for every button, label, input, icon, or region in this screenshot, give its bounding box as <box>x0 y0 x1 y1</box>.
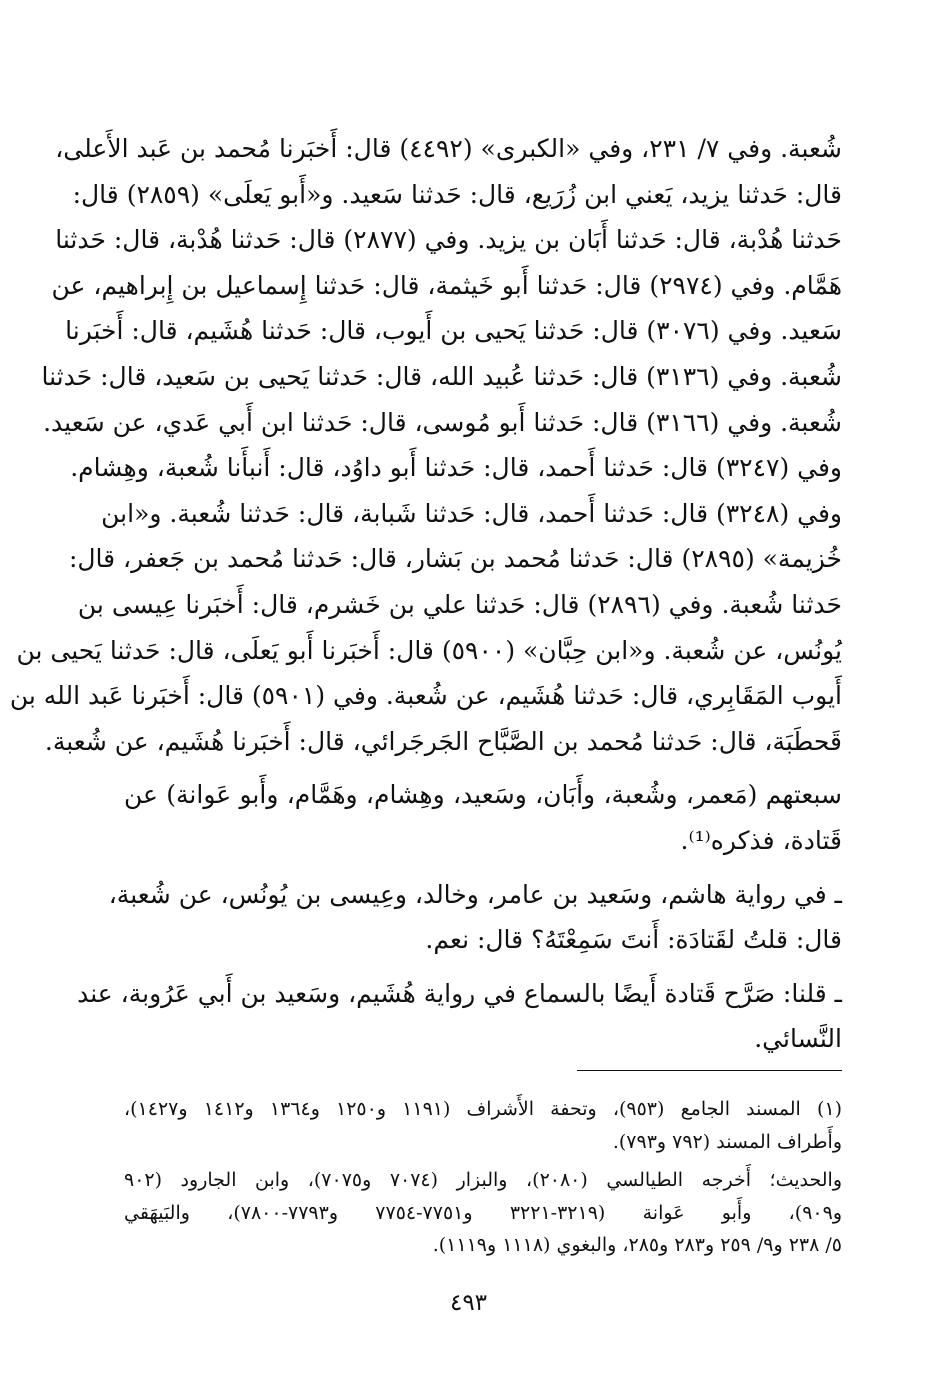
text-line: قَتادة، فذكره⁽¹⁾. <box>680 825 842 855</box>
footnote-line: والحديث؛ أَخرجه الطيالسي (٢٠٨٠)، والبزار (٧٠٧٤ و٧٠٧٥)، وابن الجارود (٩٠٢ <box>124 1169 843 1191</box>
text-line: سبعتهم (مَعمر، وشُعبة، وأَبَان، وسَعيد، وهِشام، وهَمَّام، وأَبو عَوانة) عن <box>124 780 842 810</box>
text-line: وفي (٣٢٤٧) قال: حَدثنا أَحمد، قال: حَدثنا أَبو داوُد، قال: أَنبأَنا شُعبة، وهِشام. <box>70 453 842 483</box>
text-line: قال: قلتُ لقَتادَة: أَنتَ سَمِعْتَهُ؟ قال: نعم. <box>425 925 842 955</box>
paragraph-gap <box>124 963 842 971</box>
paragraph-gap <box>124 764 842 772</box>
footnote-line: ٥/ ٢٣٨ و٩/ ٢٥٩ و٢٨٣ و٢٨٥، والبغوي (١١١٨ و١١١٩). <box>432 1234 842 1256</box>
text-line: شُعبة. وفي (٣١٦٦) قال: حَدثنا أَبو مُوسى، قال: حَدثنا ابن أَبي عَدي، عن سَعيد. <box>43 407 842 437</box>
text-line: أَيوب المَقَابِري، قال: حَدثنا هُشَيم، عن شُعبة. وفي (٥٩٠١) قال: أَخبَرنا عَبد الله بن <box>9 681 842 711</box>
footnote-line: وأَطراف المسند (٧٩٢ و٧٩٣). <box>612 1130 842 1153</box>
main-text-body <box>9 126 842 1062</box>
text-line: سَعيد. وفي (٣٠٧٦) قال: حَدثنا يَحيى بن أَيوب، قال: حَدثنا هُشَيم، قال: أَخبَرنا <box>65 316 842 346</box>
footnotes <box>124 1093 842 1262</box>
text-line: قال: حَدثنا يزيد، يَعني ابن زُرَيع، قال: حَدثنا سَعيد. و«أَبو يَعلَى» (٢٨٥٩) قال: <box>72 179 842 209</box>
text-line: خُزيمة» (٢٨٩٥) قال: حَدثنا مُحمد بن بَشار، قال: حَدثنا مُحمد بن جَعفر، قال: <box>68 544 842 574</box>
text-line: ـ قلنا: صَرَّح قَتادة أَيضًا بالسماع في رواية هُشَيم، وسَعيد بن أَبي عَرُوبة، عند <box>77 978 842 1008</box>
text-line: وفي (٣٢٤٨) قال: حَدثنا أَحمد، قال: حَدثنا شَبابة، قال: حَدثنا شُعبة. و«ابن <box>101 498 842 528</box>
text-line: النَّسائي. <box>754 1024 842 1054</box>
footnote-separator <box>577 1070 842 1071</box>
text-line: شُعبة. وفي ٧/ ٢٣١، وفي «الكبرى» (٤٤٩٢) قال: أَخبَرنا مُحمد بن عَبد الأَعلى، <box>55 134 842 163</box>
text-line: شُعبة. وفي (٣١٣٦) قال: حَدثنا عُبيد الله، قال: حَدثنا يَحيى بن سَعيد، قال: حَدثنا <box>41 361 842 391</box>
text-line: حَدثنا شُعبة. وفي (٢٨٩٦) قال: حَدثنا علي بن خَشرم، قال: أَخبَرنا عِيسى بن <box>77 589 842 619</box>
paragraph-gap <box>124 864 842 872</box>
footnote-line: و٩٠٩)، وأَبو عَوانة (٣٢١٩-٣٢٢١ و٧٧٥١-٧٧٥٤ و٧٧٩٣-٧٨٠٠)، والبَيهَقي <box>124 1201 843 1224</box>
text-line: ـ في رواية هاشم، وسَعيد بن عامر، وخالد، وعِيسى بن يُونُس، عن شُعبة، <box>108 879 842 909</box>
text-line: يُونُس، عن شُعبة. و«ابن حِبَّان» (٥٩٠٠) قال: أَخبَرنا أَبو يَعلَى، قال: حَدثنا يَحيى بن <box>16 635 842 665</box>
footnote-line: (١) المسند الجامع (٩٥٣)، وتحفة الأَشراف (١١٩١ و١٢٥٠ و١٣٦٤ و١٤١٢ و١٤٢٧)، <box>124 1098 843 1120</box>
text-line: قَحطَبَة، قال: حَدثنا مُحمد بن الصَّبَّاح الجَرجَرائي، قال: أَخبَرنا هُشَيم، عن شُعبة. <box>44 726 842 756</box>
page-number: ٤٩٣ <box>449 1290 488 1316</box>
text-line: حَدثنا هُدْبة، قال: حَدثنا أَبَان بن يزيد. وفي (٢٨٧٧) قال: حَدثنا هُدْبة، قال: حَدثنا <box>55 225 842 255</box>
text-line: هَمَّام. وفي (٢٩٧٤) قال: حَدثنا أَبو خَيثمة، قال: حَدثنا إِسماعيل بن إِبراهيم، عن <box>51 270 842 300</box>
